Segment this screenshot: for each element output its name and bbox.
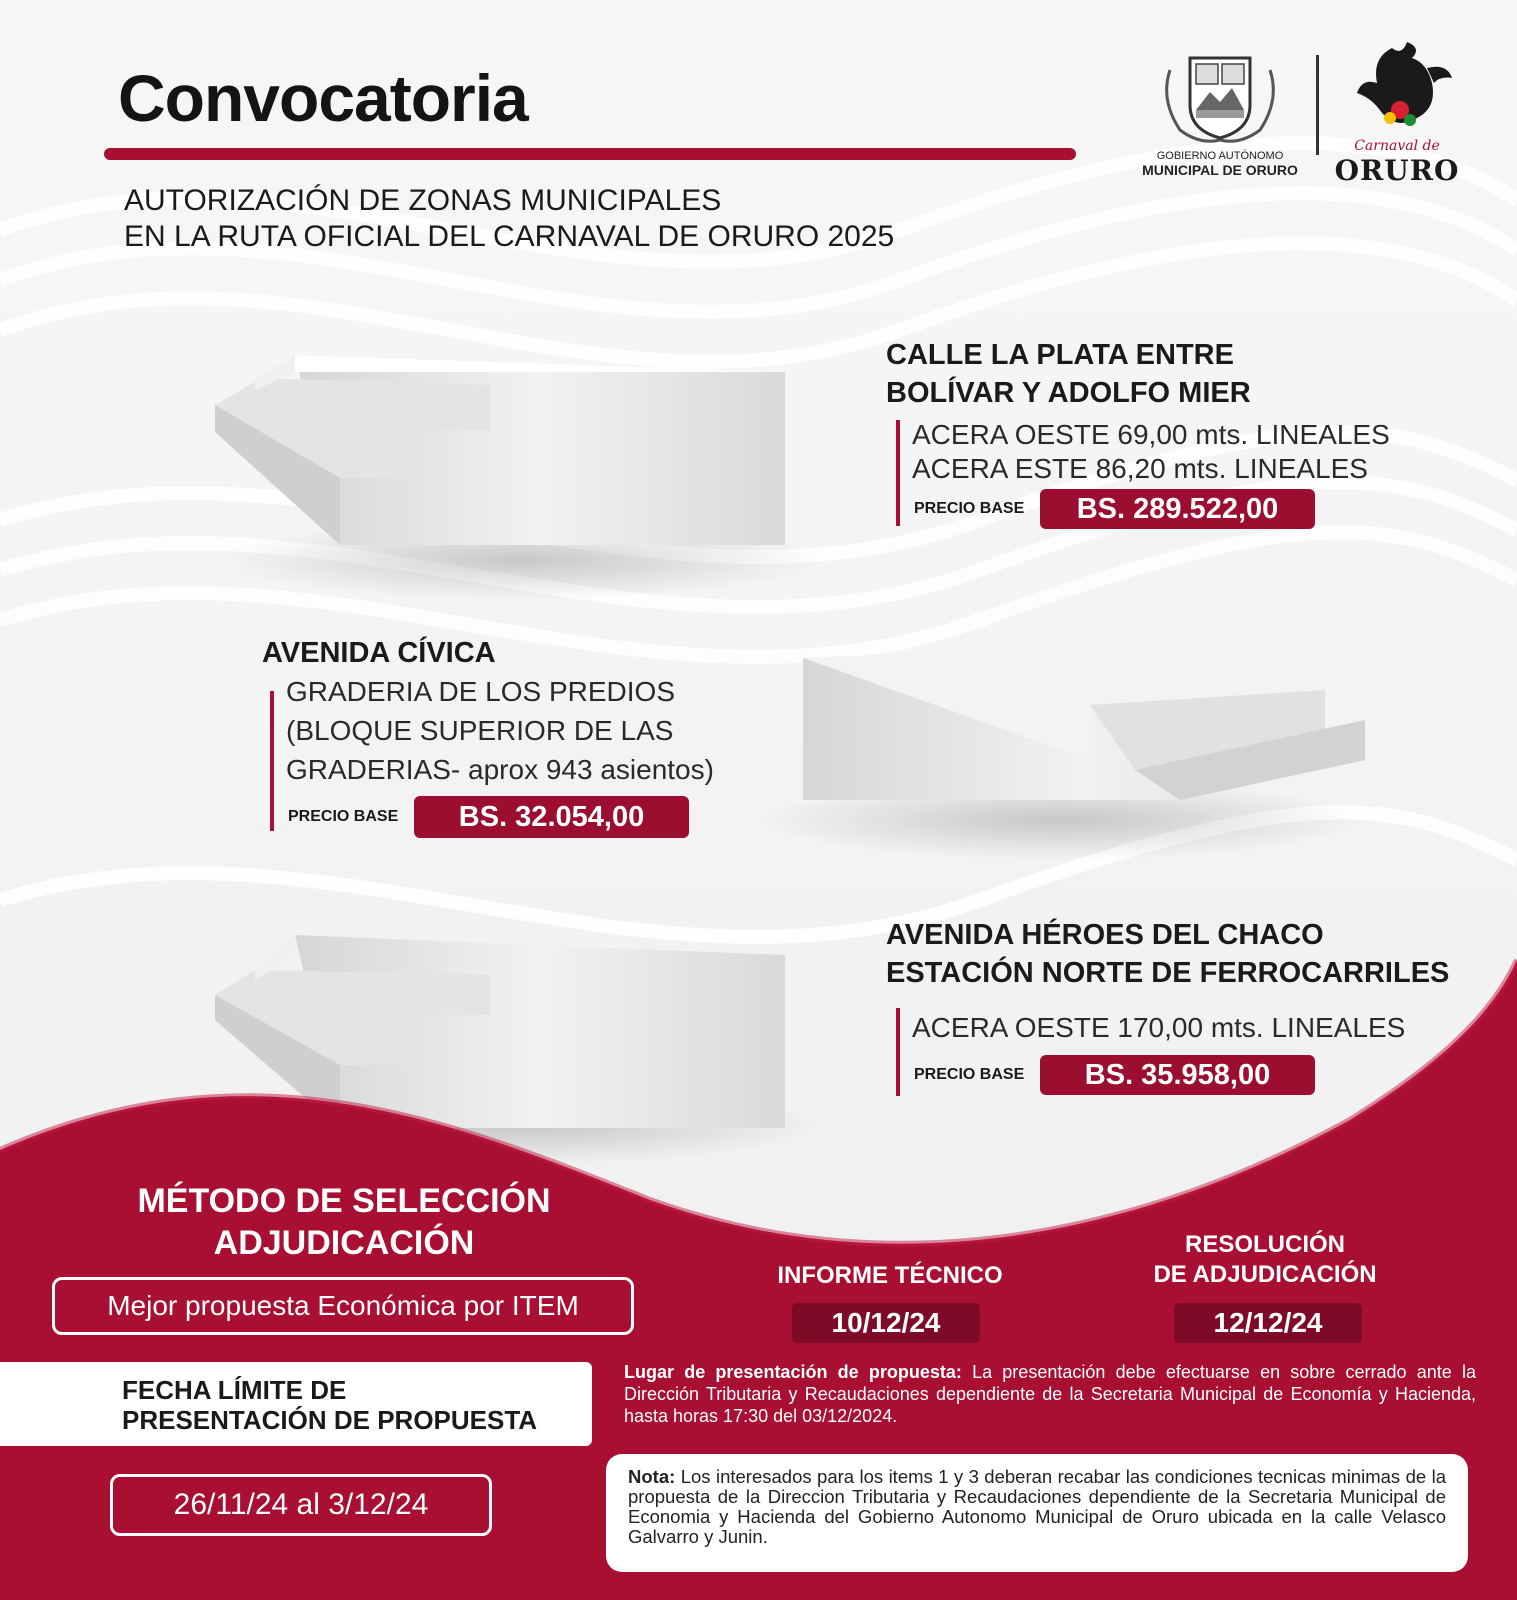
resolucion-label-line-2: DE ADJUDICACIÓN — [1153, 1261, 1377, 1288]
note-label: Nota: — [628, 1466, 676, 1487]
zone-3-price: BS. 35.958,00 — [1040, 1055, 1315, 1095]
note-text — [628, 1467, 1446, 1547]
zone-1-accent-bar — [896, 420, 900, 526]
deadline-range-box: 26/11/24 al 3/12/24 — [110, 1474, 492, 1536]
zone-2-detail-line-1: GRADERIA DE LOS PREDIOS — [286, 676, 675, 707]
coat-of-arms-icon — [1140, 50, 1300, 145]
deadline-label — [122, 1375, 537, 1435]
selection-title-line-1: MÉTODO DE SELECCIÓN — [137, 1182, 551, 1220]
zone-2-detail-line-2: (BLOQUE SUPERIOR DE LAS — [286, 715, 674, 746]
gov-logo-line-1: GOBIERNO AUTÓNOMO — [1156, 150, 1284, 162]
lugar-label: Lugar de presentación de propuesta: — [624, 1362, 962, 1382]
zone-1-price: BS. 289.522,00 — [1040, 489, 1315, 529]
page-subtitle — [124, 183, 894, 255]
resolucion-date: 12/12/24 — [1174, 1303, 1362, 1343]
zone-2-accent-bar — [270, 691, 274, 831]
deadline-label-line-1: FECHA LÍMITE DE — [122, 1375, 347, 1405]
lugar-body: La presentación debe efectuarse en sobre cerrado ante la Dirección Tributaria y Recaudaciones dependiente de la Secretaria Municipal de Economía y Hacienda, hasta horas 17:30 del 03/12/2024. — [624, 1362, 1476, 1426]
title-underline — [104, 148, 1076, 160]
deadline-label-line-2: PRESENTACIÓN DE PROPUESTA — [122, 1405, 538, 1435]
zone-1 — [886, 336, 1486, 412]
informe-date: 10/12/24 — [792, 1303, 980, 1343]
selection-title-line-2: ADJUDICACIÓN — [213, 1224, 475, 1262]
stairs-illustration-2 — [803, 640, 1365, 800]
carnaval-name: ORURO — [1334, 154, 1460, 187]
zone-1-details — [912, 418, 1472, 486]
subtitle-line-2: EN LA RUTA OFICIAL DEL CARNAVAL DE ORURO 2025 — [124, 220, 895, 253]
zone-2-price-label: PRECIO BASE — [288, 808, 399, 825]
zone-3-title-line-1: AVENIDA HÉROES DEL CHACO — [886, 919, 1324, 951]
subtitle-line-1: AUTORIZACIÓN DE ZONAS MUNICIPALES — [124, 184, 722, 217]
zone-1-detail-line-1: ACERA OESTE 69,00 mts. LINEALES — [912, 419, 1390, 450]
zone-2-details — [286, 672, 766, 789]
zone-3-accent-bar — [896, 1008, 900, 1096]
zone-3-price-label: PRECIO BASE — [914, 1066, 1025, 1083]
selection-method-title — [54, 1180, 634, 1264]
resolucion-label — [1120, 1230, 1410, 1290]
lugar-text — [624, 1361, 1476, 1427]
page-title: Convocatoria — [118, 61, 528, 135]
zone-3 — [886, 916, 1506, 992]
zone-3-title-line-2: ESTACIÓN NORTE DE FERROCARRILES — [886, 957, 1450, 989]
zone-2-detail-line-3: GRADERIAS- aprox 943 asientos) — [286, 754, 714, 785]
carnaval-script: Carnaval de — [1354, 138, 1440, 154]
zone-3-detail-line-1: ACERA OESTE 170,00 mts. LINEALES — [912, 1012, 1406, 1043]
informe-label: INFORME TÉCNICO — [777, 1262, 1003, 1289]
resolucion-label-line-1: RESOLUCIÓN — [1184, 1231, 1345, 1258]
zone-1-price-label: PRECIO BASE — [914, 500, 1025, 517]
selection-method-box: Mejor propuesta Económica por ITEM — [52, 1277, 634, 1335]
carnaval-logo — [1332, 38, 1462, 187]
zone-2-title: AVENIDA CÍVICA — [262, 637, 496, 669]
zone-3-details — [912, 1011, 1472, 1045]
zone-1-detail-line-2: ACERA ESTE 86,20 mts. LINEALES — [912, 453, 1368, 484]
dragon-devil-icon — [1332, 38, 1462, 133]
zone-2-price: BS. 32.054,00 — [414, 796, 689, 838]
note-body: Los interesados para los items 1 y 3 deberan recabar las condiciones tecnicas minimas de la propuesta de la Direccion Tributaria y Recaudaciones dependiente de la Secretaria Municipal de Economia y Hacienda del Gobierno Autonomo Municipal de Oruro ubicada en la calle Velasco Galvarro y Junin. — [628, 1466, 1446, 1547]
gov-logo — [1140, 50, 1300, 180]
gov-logo-line-2: MUNICIPAL DE ORURO — [1142, 162, 1298, 178]
logo-divider — [1316, 55, 1319, 155]
zone-1-title-line-2: BOLÍVAR Y ADOLFO MIER — [886, 377, 1251, 409]
zone-1-title-line-1: CALLE LA PLATA ENTRE — [886, 339, 1234, 371]
